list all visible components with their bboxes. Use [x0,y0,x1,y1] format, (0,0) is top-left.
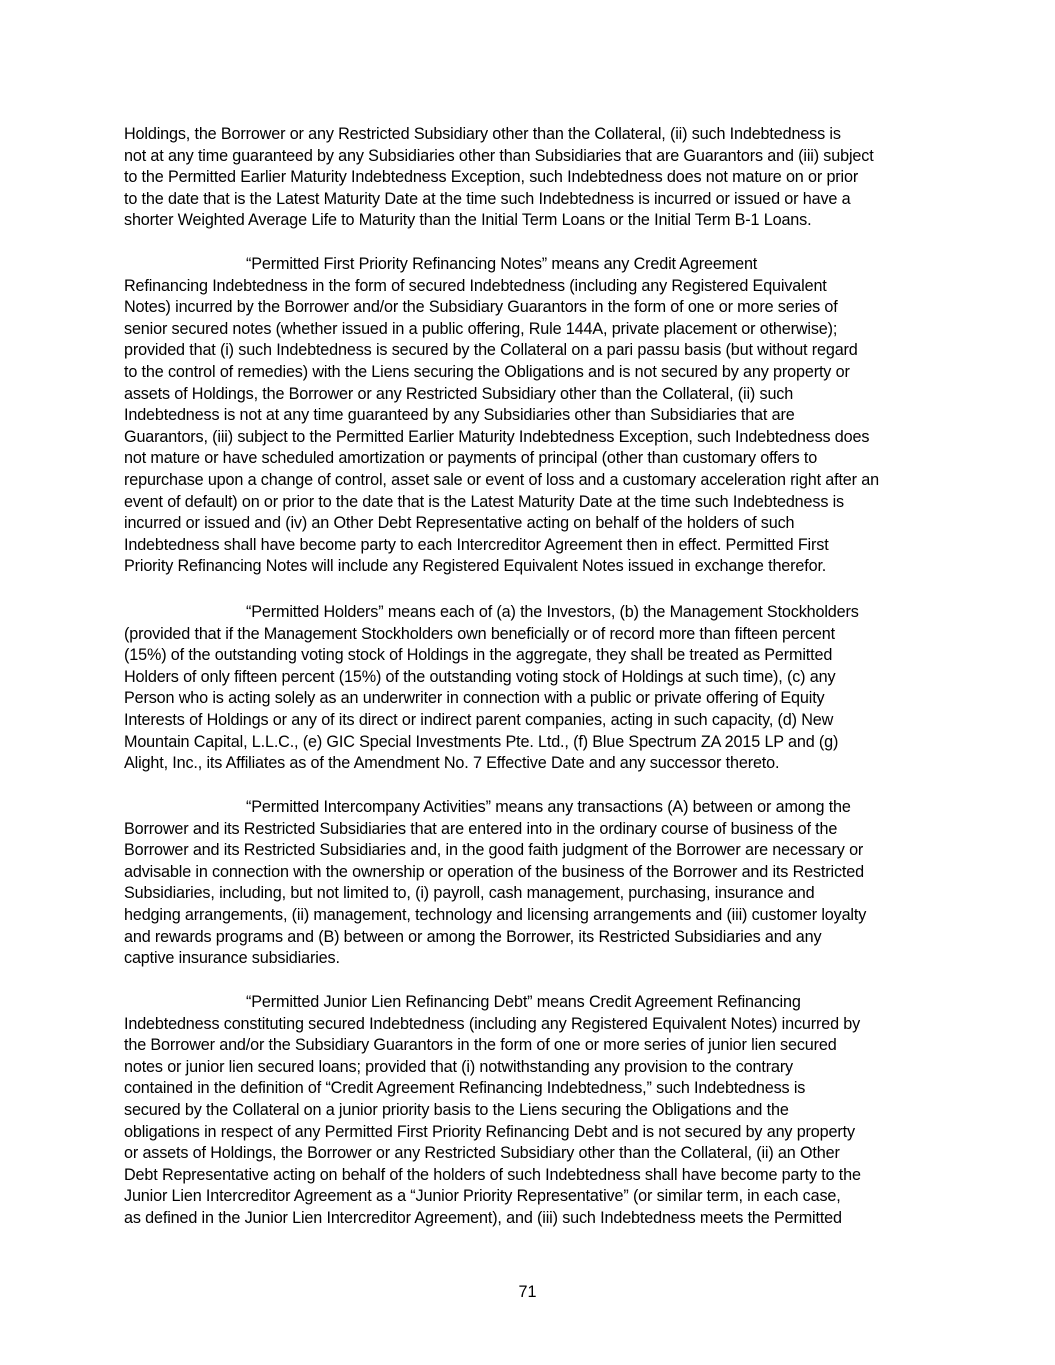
text-line: Priority Refinancing Notes will include any Registered Equivalent Notes issued in exchange therefor. [124,557,827,576]
text-line: secured by the Collateral on a junior priority basis to the Liens securing the Obligations and the [124,1100,789,1119]
text-line: contained in the definition of “Credit Agreement Refinancing Indebtedness,” such Indebtedness is [124,1079,806,1098]
text-line: incurred or issued and (iv) an Other Debt Representative acting on behalf of the holders of such [124,514,795,533]
text-line: “Permitted First Priority Refinancing Notes” means any Credit Agreement [246,255,758,273]
text-line: assets of Holdings, the Borrower or any Restricted Subsidiary other than the Collateral, (ii) such [124,384,794,403]
text-line: the Borrower and/or the Subsidiary Guarantors in the form of one or more series of junior lien secured [124,1036,837,1055]
text-line: obligations in respect of any Permitted First Priority Refinancing Debt and is not secured by any property [124,1122,855,1141]
text-line: to the Permitted Earlier Maturity Indebtedness Exception, such Indebtedness does not mature on or prior [124,168,859,187]
paragraph-continuation [124,124,936,232]
text-line: Junior Lien Intercreditor Agreement as a “Junior Priority Representative” (or similar term, in each case, [124,1187,841,1206]
text-line: not at any time guaranteed by any Subsidiaries other than Subsidiaries that are Guarantors and (iii) subject [124,146,874,165]
text-line: Alight, Inc., its Affiliates as of the Amendment No. 7 Effective Date and any successor thereto. [124,754,780,773]
text-line: Guarantors, (iii) subject to the Permitted Earlier Maturity Indebtedness Exception, such Indebtedness does [124,427,870,446]
text-line: as defined in the Junior Lien Intercreditor Agreement), and (iii) such Indebtedness meets the Permitted [124,1208,842,1227]
text-line: or assets of Holdings, the Borrower or any Restricted Subsidiary other than the Collateral, (ii) an Other [124,1144,840,1163]
text-line: not mature or have scheduled amortization or payments of principal (other than customary offers to [124,449,818,468]
text-line: “Permitted Intercompany Activities” means any transactions (A) between or among the [246,798,851,816]
text-line: (provided that if the Management Stockholders own beneficially or of record more than fifteen percent [124,624,835,643]
text-line: and rewards programs and (B) between or among the Borrower, its Restricted Subsidiaries and any [124,927,822,946]
paragraph-permitted-junior-lien-refinancing-debt [124,992,936,1230]
text-line: Holders of only fifteen percent (15%) of the outstanding voting stock of Holdings at such time), (c) any [124,667,836,686]
text-line: senior secured notes (whether issued in a public offering, Rule 144A, private placement or otherwise); [124,319,838,338]
text-line: Subsidiaries, including, but not limited to, (i) payroll, cash management, purchasing, insurance and [124,884,815,903]
text-line: event of default) on or prior to the date that is the Latest Maturity Date at the time such Indebtedness is [124,492,844,511]
text-line: Borrower and its Restricted Subsidiaries that are entered into in the ordinary course of business of the [124,819,838,838]
text-line: Indebtedness is not at any time guaranteed by any Subsidiaries other than Subsidiaries that are [124,406,795,425]
text-line: to the date that is the Latest Maturity Date at the time such Indebtedness is incurred or issued or have a [124,189,851,208]
text-line: Interests of Holdings or any of its direct or indirect parent companies, acting in such capacity, (d) New [124,710,834,729]
text-line: Holdings, the Borrower or any Restricted Subsidiary other than the Collateral, (ii) such Indebtedness is [124,125,841,143]
text-line: captive insurance subsidiaries. [124,949,340,968]
text-line: shorter Weighted Average Life to Maturity than the Initial Term Loans or the Initial Term B-1 Loans. [124,211,812,230]
text-line: hedging arrangements, (ii) management, technology and licensing arrangements and (iii) customer loyalty [124,905,867,924]
text-line: Borrower and its Restricted Subsidiaries and, in the good faith judgment of the Borrower are necessary or [124,841,864,860]
text-line: Person who is acting solely as an underwriter in connection with a public or private offering of Equity [124,689,825,708]
paragraph-permitted-first-priority-refinancing-notes [124,254,936,578]
text-line: (15%) of the outstanding voting stock of Holdings in the aggregate, they shall be treated as Permitted [124,646,833,665]
text-line: “Permitted Holders” means each of (a) the Investors, (b) the Management Stockholders [246,603,859,621]
text-line: notes or junior lien secured loans; provided that (i) notwithstanding any provision to the contrary [124,1057,794,1076]
text-line: repurchase upon a change of control, asset sale or event of loss and a customary acceleration right after an [124,470,879,489]
text-line: Indebtedness shall have become party to each Intercreditor Agreement then in effect. Permitted First [124,535,829,554]
text-line: Indebtedness constituting secured Indebtedness (including any Registered Equivalent Notes) incurred by [124,1014,861,1033]
page-number: 71 [518,1283,537,1301]
text-line: Debt Representative acting on behalf of the holders of such Indebtedness shall have become party to the [124,1165,861,1184]
text-line: to the control of remedies) with the Liens securing the Obligations and is not secured by any property or [124,362,850,381]
text-line: “Permitted Junior Lien Refinancing Debt” means Credit Agreement Refinancing [246,993,801,1011]
text-line: Mountain Capital, L.L.C., (e) GIC Special Investments Pte. Ltd., (f) Blue Spectrum ZA 2015 LP and (g) [124,732,839,751]
text-line: Refinancing Indebtedness in the form of secured Indebtedness (including any Registered Equivalent [124,276,827,295]
text-line: Notes) incurred by the Borrower and/or the Subsidiary Guarantors in the form of one or more series of [124,298,838,317]
text-line: provided that (i) such Indebtedness is secured by the Collateral on a pari passu basis (but without regard [124,341,858,360]
paragraph-permitted-intercompany-activities [124,797,936,970]
text-line: advisable in connection with the ownership or operation of the business of the Borrower and its Restricted [124,862,864,881]
paragraph-permitted-holders [124,602,936,775]
